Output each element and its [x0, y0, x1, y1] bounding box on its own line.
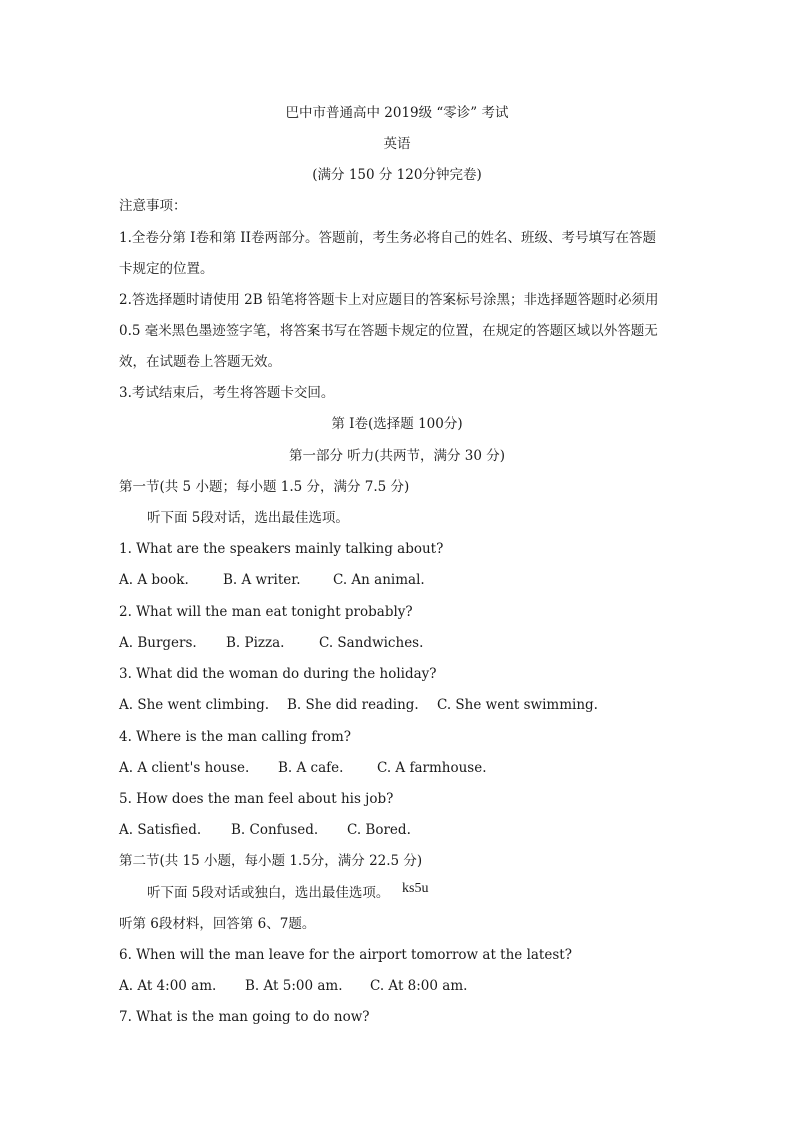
option-a: A. She went climbing.: [119, 697, 270, 713]
exam-title: 巴中市普通高中 2019级 “零诊” 考试: [285, 105, 509, 121]
option-c: C. A farmhouse.: [377, 760, 487, 776]
question-6: 6. When will the man leave for the airport tomorrow at the latest?: [119, 947, 572, 963]
note-1-line-2: 卡规定的位置。: [119, 261, 214, 277]
option-c: C. At 8:00 am.: [370, 978, 468, 994]
section-1-instruction: 听下面 5段对话，选出最佳选项。: [147, 510, 349, 526]
option-b: B. A cafe.: [278, 760, 344, 776]
question-5: 5. How does the man feel about his job?: [119, 791, 394, 807]
material-6-heading: 听第 6段材料，回答第 6、7题。: [119, 916, 316, 932]
note-2-line-3: 效，在试题卷上答题无效。: [119, 354, 281, 370]
option-c: C. An animal.: [333, 572, 425, 588]
notes-heading: 注意事项：: [119, 198, 187, 214]
note-3: 3.考试结束后，考生将答题卡交回。: [119, 385, 335, 401]
option-b: B. She did reading.: [287, 697, 419, 713]
question-7: 7. What is the man going to do now?: [119, 1009, 370, 1025]
option-a: A. A client's house.: [119, 760, 250, 776]
question-4: 4. Where is the man calling from?: [119, 729, 352, 745]
option-c: C. Bored.: [347, 822, 411, 838]
section-2-instruction: 听下面 5段对话或独白，选出最佳选项。: [147, 885, 390, 901]
watermark-text: ks5u: [402, 881, 429, 896]
option-b: B. Pizza.: [226, 635, 285, 651]
option-a: A. Satisfied.: [119, 822, 202, 838]
score-info: (满分 150 分 120分钟完卷): [312, 167, 482, 183]
option-a: A. At 4:00 am.: [119, 978, 217, 994]
question-3: 3. What did the woman do during the holiday?: [119, 666, 437, 682]
section-1-title: 第一节(共 5 小题；每小题 1.5 分，满分 7.5 分): [119, 479, 410, 495]
question-2: 2. What will the man eat tonight probably?: [119, 604, 413, 620]
option-b: B. At 5:00 am.: [245, 978, 343, 994]
note-2-line-1: 2.答选择题时请使用 2B 铅笔将答题卡上对应题目的答案标号涂黑；非选择题答题时必须用: [119, 292, 659, 308]
option-c: C. She went swimming.: [437, 697, 598, 713]
option-a: A. A book.: [119, 572, 189, 588]
option-c: C. Sandwiches.: [319, 635, 424, 651]
part-1-title: 第一部分 听力(共两节，满分 30 分): [288, 448, 506, 464]
section-2-title: 第二节(共 15 小题，每小题 1.5分，满分 22.5 分): [119, 853, 423, 869]
question-1: 1. What are the speakers mainly talking about?: [119, 541, 444, 557]
note-1-line-1: 1.全卷分第 I卷和第 II卷两部分。答题前，考生务必将自己的姓名、班级、考号填写在答题: [119, 230, 656, 246]
option-b: B. Confused.: [231, 822, 319, 838]
option-a: A. Burgers.: [119, 635, 197, 651]
volume-1-title: 第 I卷(选择题 100分): [331, 416, 463, 432]
note-2-line-2: 0.5 毫米黑色墨迹签字笔，将答案书写在答题卡规定的位置，在规定的答题区域以外答题无: [119, 323, 658, 339]
subject-title: 英语: [383, 136, 411, 152]
option-b: B. A writer.: [223, 572, 301, 588]
